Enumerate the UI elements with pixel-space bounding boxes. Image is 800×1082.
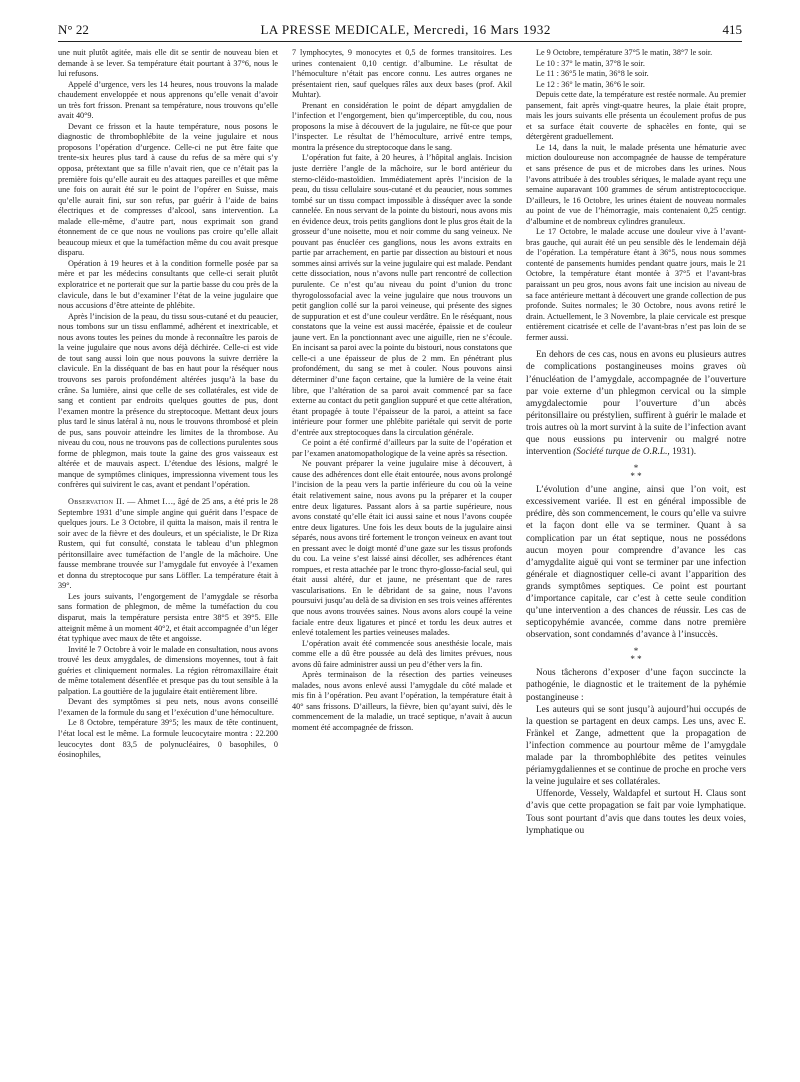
temperature-list bbox=[526, 59, 746, 91]
observation-text: — Ahmet I…, âgé de 25 ans, a été pris le 28 Septembre 1931 d’une simple angine qui guérit dans l’espace de quelques jours. Le 3 Octobre, il quitta la maison, mais il rentra le soir avec de la fièvre et des douleurs, et un spécialiste, le Dr Riza Rustem, qui fut consulté, constata le tableau d’un phlegmon péritonsillaire avec tuméfaction de l’angle de la mâchoire. Une fausse membrane trouvée sur l’amygdale fut envoyée à l’examen et donna du streptocoque pur sans Löffler. La température était à 39°. bbox=[58, 496, 278, 591]
paragraph-with-citation bbox=[526, 349, 746, 458]
paragraph: Devant ce frisson et la haute température, nous posons le diagnostic de thrombophlébite de la veine jugulaire et nous proposons l’opération d’urgence. Celle-ci ne put être faite que trente-six heures plus tard à cause du refus de sa mère qui s’y opposa, prétextant que sa fille n’avait rien, que ce n’était pas la première fois qu’elle aurait eu des attaques pareilles et que même une fois on aurait été sur le point de l’opérer en Suisse, mais qu’elle aurait fini, sur son refus, par guérir à l’aide de bains électriques et de compresses d’alcool, sans intervention. La malade elle-même, d’autre part, nous exprimait son grand étonnement de ce que nous ne voulions pas croire qu’elle allait beaucoup mieux et que la tuméfaction même du cou avait presque disparu. bbox=[58, 121, 278, 258]
asterism-bottom: * * bbox=[630, 471, 642, 482]
page-header bbox=[58, 22, 742, 38]
paragraph: 7 lymphocytes, 9 monocytes et 0,5 de formes transitoires. Les urines contenaient 0,10 centigr. d’albumine. Le résultat de l’hémoculture n’était pas encore connu. Les autres organes ne présentaient rien, sauf quelques râles aux deux bases (prof. Akil Muhtar). bbox=[292, 48, 512, 100]
observation-label: Observation II. bbox=[68, 496, 125, 506]
paragraph: Uffenorde, Vessely, Waldapfel et surtout H. Claus sont d’avis que cette propagation se fait par voie lymphatique. Tous sont pourtant d’avis que dans toutes les deux voies, lymphatique ou bbox=[526, 789, 746, 836]
paragraph: Le 8 Octobre, température 39°5; les maux de tête continuent, l’état local est le même. La formule leucocytaire montra : 22.200 leucocytes dont 83,5 de polynucléaires, 0 basophiles, 0 éosinophiles, bbox=[58, 718, 278, 760]
paragraph: Opération à 19 heures et à la condition formelle posée par sa mère et par les médecins consultants que celle-ci serait plutôt exploratrice et ne porterait que sur la partie basse du cou près de la clavicule, dans le but d’examiner l’état de la veine jugulaire que nous accusions d’être atteinte de phlébite. bbox=[58, 258, 278, 311]
asterism-top: * bbox=[633, 463, 639, 474]
paragraph: Les jours suivants, l’engorgement de l’amygdale se résorba sans formation de phlegmon, de même la tuméfaction du cou disparut, mais la température persista entre 38°5 et 39°5. Elle atteignit même à un moment 40°2, et était accompagnée d’un léger état typhique avec maux de tête et angoisse. bbox=[58, 591, 278, 644]
paragraph: Le 14, dans la nuit, le malade présenta une hématurie avec miction douloureuse non accompagnée de hausse de température et sans présence de pus et de microbes dans les urines. Nous l’avons attribuée à des troubles sériques, le malade ayant reçu une semaine auparavant 100 grammes de sérum antistreptococcique. D’ailleurs, le 16 Octobre, les urines étaient de nouveau normales au point de vue de l’hémorragie, mais contenaient 0,25 centigr. d’albumine et de nombreux cylindres granuleux. bbox=[526, 142, 746, 226]
page-number: 415 bbox=[722, 22, 742, 37]
journal-masthead bbox=[260, 22, 550, 38]
paragraph: Invité le 7 Octobre à voir le malade en consultation, nous avons trouvé les deux amygdales, de dimensions moyennes, tout à fait guéries et cliniquement normales. La région rétromaxillaire était de même totalement désenflée et presque pas du tout sensible à la palpation. La gouttière de la jugulaire était entièrement libre. bbox=[58, 644, 278, 696]
text-columns bbox=[58, 48, 746, 1068]
paragraph: Depuis cette date, la température est restée normale. Au premier pansement, fait après vingt-quatre heures, la plaie était propre, mais les jours suivants elle présenta un écoulement profus de pus et sa surface était couverte de sphacèles en fonte, qui se détergèrent graduellement. bbox=[526, 90, 746, 142]
issue-date: Mercredi, 16 Mars 1932 bbox=[413, 22, 551, 37]
section-separator bbox=[526, 464, 746, 480]
paragraph: Ce point a été confirmé d’ailleurs par la suite de l’opération et par l’examen anatomopathologique de la veine après sa résection. bbox=[292, 438, 512, 458]
paragraph: L’opération avait été commencée sous anesthésie locale, mais comme elle a dû être poussée au delà des limites prévues, nous avons dû faire administrer aussi un peu d’éther vers la fin. bbox=[292, 638, 512, 669]
asterism-bottom: * * bbox=[630, 654, 642, 665]
paragraph: Nous tâcherons d’exposer d’une façon succincte la pathogénie, le diagnostic et le traitement de la pyhémie postangineuse : bbox=[526, 668, 746, 703]
list-item: Le 12 : 36° le matin, 36°6 le soir. bbox=[536, 79, 645, 89]
section-separator bbox=[526, 647, 746, 663]
paragraph: Ne pouvant préparer la veine jugulaire mise à découvert, à cause des adhérences dont elle était entourée, nous avons prolongé l’incision de la peau vers la partie inférieure du cou où la veine était relativement saine, nous avons pu la préparer et la couper entre deux ligatures. Passant alors à sa partie supérieure, nous avons constaté qu’elle était ici aussi saine et nous l’avons coupée entre deux ligatures. Une fois les deux bouts de la jugulaire ainsi séparés, nous avons tiré fortement le tronçon veineux en avant tout en pressant avec le doigt monté d’une gaze sur les tissus profonds du cou. La veine s’est laissé ainsi décoller, ses adhérences étant rompues, et resta attachée par le tronc thyro-glosso-facial seul, qui était aussi altéré, dur et jaune, ne présentant que de rares vascularisations. En le débridant de sa gaine, nous l’avons poursuivi jusqu’au delà de sa division en ses trois veines afférentes que nous avons trouvées saines. Nous avons alors coupé la veine faciale entre deux ligatures et pincé et tordu les deux autres et enlevé totalement les parties veineuses malades. bbox=[292, 459, 512, 638]
header-rule bbox=[58, 41, 742, 42]
paragraph: Le 17 Octobre, le malade accuse une douleur vive à l’avant-bras gauche, qui aurait été un peu sensible dès le lendemain déjà de l’opération. La température étant à 36°5, nous nous sommes contenté de pansements humides pendant quatre jours, mais le 21 Octobre, la température étant montée à 37°5 et l’avant-bras paraissant un peu gros, nous avons fait une incision au niveau de sa face antérieure mettant à découvert une grande collection de pus profonde. Suites normales; le 30 Octobre, nous avons retiré le drain. Actuellement, le 3 Novembre, la plaie cervicale est presque entièrement cicatrisée et celle de l’avant-bras n’est pas loin de se fermer aussi. bbox=[526, 227, 746, 342]
paragraph: Les auteurs qui se sont jusqu’à aujourd’hui occupés de la question se partagent en deux camps. Les uns, avec E. Fränkel et Zange, admettent que la propagation de l’infection commence au pourtour même de l’amygdale malade par la thrombophlébite des petites veinules périamygdaliennes et se continue de proche en proche vers la veine jugulaire et ses collatérales. bbox=[526, 704, 746, 788]
journal-title: LA PRESSE MEDICALE, bbox=[260, 22, 410, 37]
list-item: Le 11 : 36°5 le matin, 36°8 le soir. bbox=[536, 69, 649, 79]
paragraph: Après terminaison de la résection des parties veineuses malades, nous avons enlevé aussi l’amygdale du côté malade et mis fin à l’opération. Peu avant l’opération, la température était à 40° sans frissons. D’ailleurs, la fièvre, bien qu’ayant suivi, dès le commencement de la maladie, un tracé septique, n’avait à aucun moment été accompagnée de frisson. bbox=[292, 670, 512, 732]
paragraph: L’opération fut faite, à 20 heures, à l’hôpital anglais. Incision juste derrière l’angle de la mâchoire, sur le bord antérieur du sterno-cléido-mastoïdien. Immédiatement après l’incision de la peau, du tissu cellulaire sous-cutané et du peaucier, nous sommes tombé sur un tissu compact impossible à disséquer avec la sonde cannelée. En nous servant de la pointe du bistouri, nous avons mis en évidence deux, trois petits ganglions dont le plus gros était de la grosseur d’une noisette, mou et noir comme du sang veineux. Ne pouvant pas énucléer ces ganglions, nous les avons extraits en partie par arrachement, en partie par dissection au bistouri et nous sommes ainsi arrivés sur la veine jugulaire qui est malade. Pendant cette dissociation, nous n’avons nulle part rencontré de collection purulente. Ce n’est qu’au niveau du point d’union du tronc thyrogolossofacial avec la veine jugulaire que nous trouvons un petit ganglion collé sur la paroi veineuse, qui présente des signes de suppuration et est d’une couleur verdâtre. En le réséquant, nous constatons que la veine est aussi macérée, épaissie et de couleur jaune vert. En la ponctionnant avec une aiguille, rien ne s’écoule. En incisant sa paroi avec la pointe du bistouri, nous constatons que celle-ci a une épaisseur de plus de 2 mm. En pénétrant plus profondément, du sang se met à couler. Nous pouvons ainsi déterminer d’une façon certaine, que la lumière de la veine était libre, que l’altération de sa paroi avait commencé par sa face externe au contact du petit ganglion suppuré et que cette altération, étant propagée à toute l’épaisseur de la paroi, a atteint sa face intérieure pour former une phlébite pariétale qui servit de porte d’entrée aux streptocoques dans la circulation générale. bbox=[292, 153, 512, 437]
paragraph: Après l’incision de la peau, du tissu sous-cutané et du peaucier, nous tombons sur un tissu enflammé, adhérent et inextricable, et nous avons toutes les peines du monde à reconnaître les parois de la veine jugulaire que nous avons déjà déchirée. Celle-ci est vide de tout sang aussi loin que nous pouvons la suivre derrière la clavicule. En la disséquant de bas en haut pour la réséquer nous trouvons ses parois profondément altérées jusqu’à la base du crâne. Sa lumière, ainsi que celle de ses collatérales, est vide de sang et contient par endroits quelques gouttes de pus, dont l’examen montre la présence du streptocoque. Mettant deux jours plus tard le sinus latéral à nu, nous le trouvons thrombosé et plein de pus, sans pouvoir atteindre les limites de la thrombose. Au niveau du cou, nous ne trouvons pas de collections purulentes sous forme de phlegmon, mais toute la gaine des gros vaisseaux est altérée et de mauvais aspect. L’étendue des lésions, malgré le manque de symptômes cliniques, impressionna vivement tous les confrères qui suivirent le cas, avant et pendant l’opération. bbox=[58, 311, 278, 490]
paragraph: une nuit plutôt agitée, mais elle dit se sentir de nouveau bien et demande à se lever. Sa température était pourtant à 37°6, nous le lui refusons. bbox=[58, 48, 278, 79]
issue-number: N° 22 bbox=[58, 22, 89, 37]
paragraph: Devant des symptômes si peu nets, nous avons conseillé l’examen de la formule du sang et l’exécution d’une hémoculture. bbox=[58, 697, 278, 717]
column-left bbox=[58, 48, 278, 1068]
paragraph: Appelé d’urgence, vers les 14 heures, nous trouvons la malade chaudement enveloppée et nous apprenons qu’elle venait d’avoir un très fort frisson. Prenant sa température, nous trouvons qu’elle avait 40°9. bbox=[58, 79, 278, 121]
column-right bbox=[526, 48, 746, 1068]
column-middle bbox=[292, 48, 512, 1068]
paragraph: Prenant en considération le point de départ amygdalien de l’infection et l’engorgement, bien qu’imperceptible, du cou, nous proposons la mise à découvert de la jugulaire, ne fût-ce que pour l’inspecter. Le résultat de l’hémoculture, arrivé entre temps, montra la présence du streptocoque dans le sang. bbox=[292, 100, 512, 152]
paragraph: L’évolution d’une angine, ainsi que l’on voit, est excessivement variée. Il est en général impossible de prédire, dès son commencement, le cours qu’elle va suivre et la façon dont elle va se terminer. Quant à sa complication par un état septique, nous ne possédons aucun moyen pour comprendre d’avance les cas d’amygdalite aiguë qui vont se terminer par une infection générale et diagnostiquer celle-ci avant l’apparition des grands symptômes septiques. Ce point est pourtant d’importance capitale, car c’est à cette seule condition qu’une intervention a des chances de réussir. Les cas de septicopyhémie avancée, comme dans notre première observation, sont condamnés d’avance à l’insuccès. bbox=[526, 485, 746, 641]
paragraph-text: En dehors de ces cas, nous en avons eu plusieurs autres de complications postangineuses moins graves où l’énucléation de l’amygdale, accompagnée de l’ouverture par voie externe d’un phlegmon cervical ou la simple amygdalectomie pour l’ouverture d’un abcès péritonsillaire ou préstylien, suffirent à guérir le malade et trois autres où la mort survint à la suite de l’infection avant que nous eussions pu intervenir ou malgré notre intervention bbox=[526, 350, 746, 458]
observation-paragraph bbox=[58, 497, 278, 592]
citation-year: 1931). bbox=[669, 447, 697, 458]
asterism-top: * bbox=[633, 646, 639, 657]
list-item: Le 10 : 37° le matin, 37°8 le soir. bbox=[536, 58, 645, 68]
citation: (Société turque de O.R.L., bbox=[573, 447, 670, 458]
paragraph: Le 9 Octobre, température 37°5 le matin, 38°7 le soir. bbox=[536, 48, 713, 57]
